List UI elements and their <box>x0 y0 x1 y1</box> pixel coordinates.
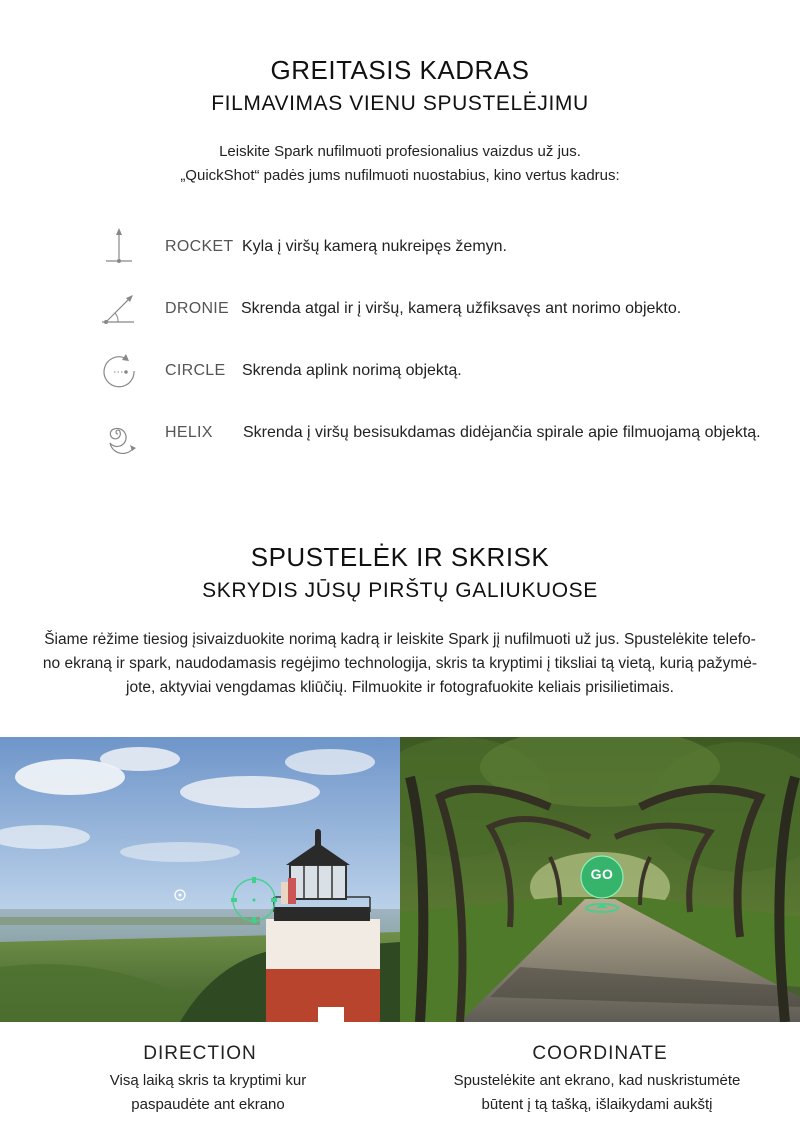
coordinate-desc-line2: būtent į tą tašką, išlaikydami aukštį <box>481 1096 713 1113</box>
coordinate-photo <box>400 737 800 1022</box>
quickshot-mode-rocket <box>0 226 800 276</box>
quickshot-mode-circle <box>0 350 800 400</box>
circle-icon <box>98 350 140 392</box>
quickshot-intro-line2: „QuickShot“ padės jums nufilmuoti nuostabius, kino vertus kadrus: <box>180 167 620 184</box>
rocket-icon <box>98 226 140 268</box>
mode-name: ROCKET <box>165 238 234 255</box>
mode-name: CIRCLE <box>165 362 226 379</box>
quickshot-subtitle: FILMAVIMAS VIENU SPUSTELĖJIMU <box>211 92 589 115</box>
mode-description: Kyla į viršų kamerą nukreipęs žemyn. <box>242 238 507 255</box>
tapfly-paragraph-line3: jote, aktyviai vengdamas kliūčių. Filmuokite ir fotografuokite keliais prisilietimais. <box>126 679 674 696</box>
direction-photo <box>0 737 400 1022</box>
tapfly-subtitle: SKRYDIS JŪSŲ PIRŠTŲ GALIUKUOSE <box>202 579 598 602</box>
go-button[interactable]: GO <box>590 866 614 882</box>
direction-desc-line1: Visą laiką skris ta kryptimi kur <box>109 1072 307 1089</box>
quickshot-mode-helix <box>0 412 800 462</box>
mode-name: HELIX <box>165 424 213 441</box>
coordinate-title: COORDINATE <box>532 1043 668 1064</box>
mode-description: Skrenda į viršų besisukdamas didėjančia spirale apie filmuojamą objektą. <box>243 424 761 441</box>
tapfly-paragraph-line2: no ekraną ir spark, naudodamasis regėjimo technologija, skris ta kryptimi į tiksliai tą vietą, kurią pažymė- <box>42 655 758 672</box>
mode-description: Skrenda aplink norimą objektą. <box>242 362 462 379</box>
direction-title: DIRECTION <box>143 1043 257 1064</box>
mode-name: DRONIE <box>165 300 230 317</box>
quickshot-title: GREITASIS KADRAS <box>270 55 530 85</box>
tapfly-title: SPUSTELĖK IR SKRISK <box>250 542 550 572</box>
quickshot-intro-line1: Leiskite Spark nufilmuoti profesionalius vaizdus už jus. <box>219 143 581 160</box>
helix-icon <box>98 412 140 454</box>
dronie-icon <box>98 288 140 330</box>
mode-description: Skrenda atgal ir į viršų, kamerą užfiksavęs ant norimo objekto. <box>241 300 682 317</box>
quickshot-mode-dronie <box>0 288 800 338</box>
coordinate-desc-line1: Spustelėkite ant ekrano, kad nuskristumėte <box>453 1072 741 1089</box>
tapfly-paragraph-line1: Šiame rėžime tiesiog įsivaizduokite norimą kadrą ir leiskite Spark jį nufilmuoti už jus. Spustelėkite telefo- <box>44 631 756 648</box>
direction-desc-line2: paspaudėte ant ekrano <box>131 1096 285 1113</box>
